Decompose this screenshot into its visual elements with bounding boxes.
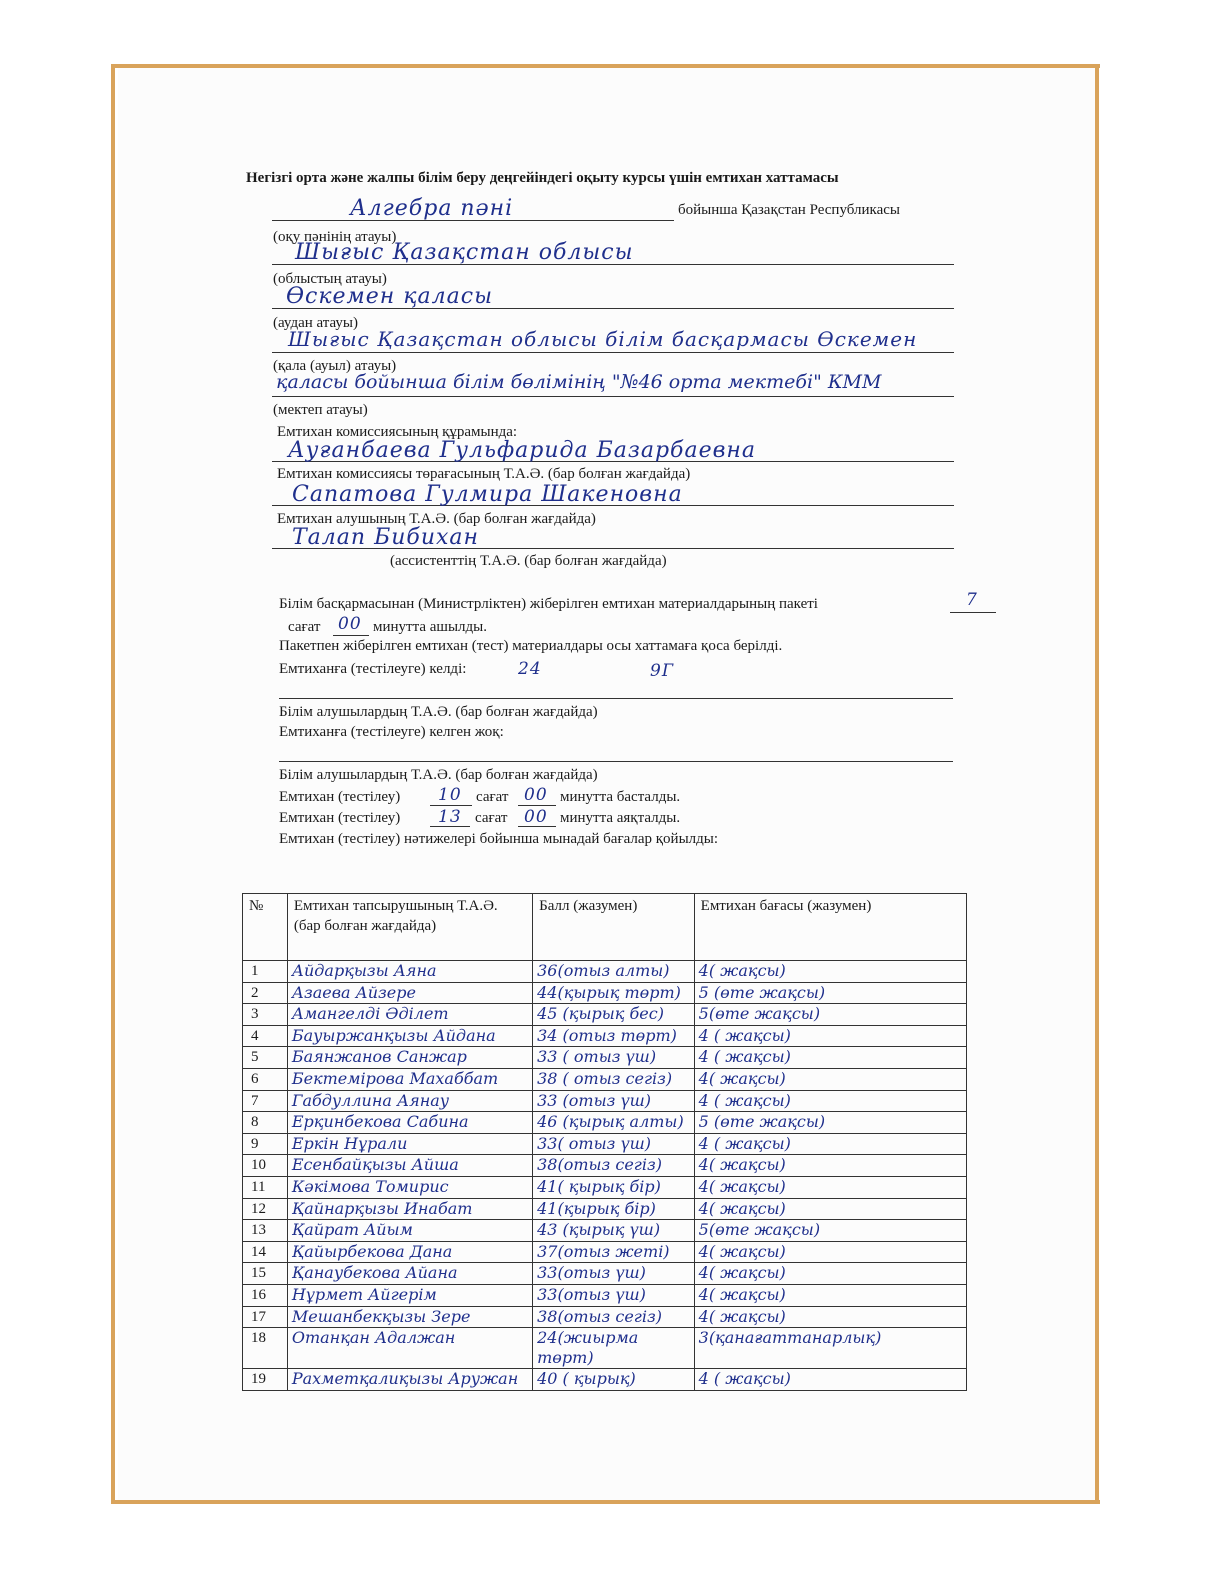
row-number: 12 — [243, 1198, 288, 1220]
examiner-caption: Емтихан алушының Т.А.Ә. (бар болған жағдайда) — [277, 511, 596, 527]
student-name: Қайрат Айым — [287, 1220, 532, 1242]
table-row — [243, 1306, 967, 1328]
header-name: Емтихан тапсырушының Т.А.Ә. (бар болған жағдайда) — [287, 894, 532, 961]
row-number: 15 — [243, 1263, 288, 1285]
package-minute-line — [333, 635, 369, 636]
student-grade: 4( жақсы) — [694, 1155, 966, 1177]
student-score: 37(отыз жеті) — [533, 1241, 695, 1263]
student-grade: 5 (өте жақсы) — [694, 982, 966, 1004]
row-number: 1 — [243, 961, 288, 983]
table-row — [243, 1328, 967, 1369]
arrived-count: 24 — [518, 659, 542, 679]
table-row — [243, 1068, 967, 1090]
student-name: Қайнарқызы Инабат — [287, 1198, 532, 1220]
district-caption: (аудан атауы) — [273, 315, 358, 331]
students-caption-2: Білім алушылардың Т.А.Ә. (бар болған жағдайда) — [279, 767, 598, 783]
table-row — [243, 961, 967, 983]
student-grade: 4( жақсы) — [694, 1176, 966, 1198]
school-caption: (мектеп атауы) — [273, 402, 368, 418]
student-name: Бауыржанқызы Айдана — [287, 1025, 532, 1047]
student-name: Есенбайқызы Айша — [287, 1155, 532, 1177]
arrived-class: 9Г — [650, 661, 675, 681]
commission-label: Емтихан комиссиясының құрамында: — [277, 424, 518, 440]
table-row — [243, 1025, 967, 1047]
start-minute-line — [518, 805, 556, 806]
student-score: 38(отыз сегіз) — [533, 1306, 695, 1328]
student-grade: 5(өте жақсы) — [694, 1220, 966, 1242]
end-hour: 13 — [438, 807, 462, 827]
start-hour: 10 — [438, 785, 462, 805]
student-score: 46 (қырық алты) — [533, 1112, 695, 1134]
results-table — [242, 893, 967, 1391]
package-hour-line — [950, 612, 996, 613]
table-row — [243, 1198, 967, 1220]
city-value: Шығыс Қазақстан облысы білім басқармасы Өскемен — [288, 327, 918, 351]
student-score: 24(жиырма төрт) — [533, 1328, 695, 1369]
row-number: 3 — [243, 1004, 288, 1026]
row-number: 19 — [243, 1369, 288, 1391]
start-minute: 00 — [524, 785, 548, 805]
student-score: 38 ( отыз сегіз) — [533, 1068, 695, 1090]
student-grade: 4( жақсы) — [694, 1263, 966, 1285]
student-grade: 4 ( жақсы) — [694, 1369, 966, 1391]
subject-suffix: бойынша Қазақстан Республикасы — [678, 202, 900, 218]
table-row — [243, 1047, 967, 1069]
table-row — [243, 1263, 967, 1285]
student-name: Рахметқалиқызы Аружан — [287, 1369, 532, 1391]
absent-label: Емтиханға (тестілеуге) келген жоқ: — [279, 724, 504, 740]
document-title: Негізгі орта және жалпы білім беру деңгейіндегі оқыту курсы үшін емтихан хаттамасы — [246, 170, 839, 186]
student-name: Баянжанов Санжар — [287, 1047, 532, 1069]
package-hour-label: сағат — [288, 619, 321, 635]
student-score: 41(қырық бір) — [533, 1198, 695, 1220]
student-name: Отанқан Адалжан — [287, 1328, 532, 1369]
end-hour-label: сағат — [475, 810, 508, 826]
student-score: 45 (қырық бес) — [533, 1004, 695, 1026]
student-score: 40 ( қырық) — [533, 1369, 695, 1391]
package-minute: 00 — [338, 614, 362, 634]
chair-value: Ауғанбаева Гульфарида Базарбаевна — [288, 438, 757, 463]
subject-caption: (оқу пәнінің атауы) — [273, 229, 397, 245]
row-number: 2 — [243, 982, 288, 1004]
student-grade: 4( жақсы) — [694, 1068, 966, 1090]
student-grade: 3(қанағаттанарлық) — [694, 1328, 966, 1369]
start-hour-line — [430, 805, 472, 806]
table-row — [243, 1176, 967, 1198]
student-name: Мешанбекқызы Зере — [287, 1306, 532, 1328]
student-score: 33(отыз үш) — [533, 1263, 695, 1285]
student-name: Амангелді Әділет — [287, 1004, 532, 1026]
arrived-line — [279, 698, 953, 699]
row-number: 4 — [243, 1025, 288, 1047]
student-grade: 5(өте жақсы) — [694, 1004, 966, 1026]
student-name: Қайырбекова Дана — [287, 1241, 532, 1263]
student-score: 33 (отыз үш) — [533, 1090, 695, 1112]
city-line — [272, 352, 954, 353]
student-grade: 4( жақсы) — [694, 961, 966, 983]
student-grade: 4( жақсы) — [694, 1241, 966, 1263]
student-score: 36(отыз алты) — [533, 961, 695, 983]
student-grade: 4( жақсы) — [694, 1198, 966, 1220]
row-number: 10 — [243, 1155, 288, 1177]
student-score: 33(отыз үш) — [533, 1284, 695, 1306]
package-minute-label: минутта ашылды. — [373, 619, 487, 635]
results-intro: Емтихан (тестілеу) нәтижелері бойынша мынадай бағалар қойылды: — [279, 831, 719, 847]
student-score: 44(қырық төрт) — [533, 982, 695, 1004]
school-value: қаласы бойынша білім бөлімінің "№46 орта мектебі" КММ — [276, 371, 882, 393]
student-grade: 4( жақсы) — [694, 1284, 966, 1306]
table-row — [243, 1004, 967, 1026]
absent-line — [279, 761, 953, 762]
chair-caption: Емтихан комиссиясы төрағасының Т.А.Ә. (бар болған жағдайда) — [277, 466, 691, 482]
district-value: Өскемен қаласы — [286, 284, 494, 309]
row-number: 9 — [243, 1133, 288, 1155]
row-number: 14 — [243, 1241, 288, 1263]
student-grade: 5 (өте жақсы) — [694, 1112, 966, 1134]
table-row — [243, 1284, 967, 1306]
students-caption-1: Білім алушылардың Т.А.Ә. (бар болған жағдайда) — [279, 704, 598, 720]
region-value: Шығыс Қазақстан облысы — [295, 240, 634, 265]
student-name: Габдуллина Аянау — [287, 1090, 532, 1112]
row-number: 8 — [243, 1112, 288, 1134]
student-grade: 4 ( жақсы) — [694, 1090, 966, 1112]
header-number: № — [243, 894, 288, 961]
end-suffix: минутта аяқталды. — [560, 810, 681, 826]
start-suffix: минутта басталды. — [560, 789, 681, 805]
table-row — [243, 1241, 967, 1263]
table-row — [243, 1133, 967, 1155]
attached-note: Пакетпен жіберілген емтихан (тест) материалдары осы хаттамаға қоса берілді. — [279, 638, 783, 654]
student-name: Бектемірова Махаббат — [287, 1068, 532, 1090]
table-row — [243, 1369, 967, 1391]
table-row — [243, 1090, 967, 1112]
scan-margin-left — [0, 0, 115, 1584]
table-row — [243, 1112, 967, 1134]
package-hour: 7 — [966, 590, 978, 610]
student-score: 43 (қырық үш) — [533, 1220, 695, 1242]
student-name: Еркін Нұрали — [287, 1133, 532, 1155]
student-name: Ерқинбекова Сабина — [287, 1112, 532, 1134]
region-caption: (облыстың атауы) — [273, 271, 387, 287]
row-number: 17 — [243, 1306, 288, 1328]
student-grade: 4 ( жақсы) — [694, 1133, 966, 1155]
table-header-row — [243, 894, 967, 961]
package-line1: Білім басқармасынан (Министрліктен) жіберілген емтихан материалдарының пакеті — [279, 596, 818, 612]
end-minute: 00 — [524, 807, 548, 827]
student-name: Айдарқызы Аяна — [287, 961, 532, 983]
table-row — [243, 982, 967, 1004]
student-score: 33( отыз үш) — [533, 1133, 695, 1155]
row-number: 16 — [243, 1284, 288, 1306]
student-name: Нұрмет Айгерім — [287, 1284, 532, 1306]
start-prefix: Емтихан (тестілеу) — [279, 789, 401, 805]
student-score: 38(отыз сегіз) — [533, 1155, 695, 1177]
table-row — [243, 1155, 967, 1177]
end-prefix: Емтихан (тестілеу) — [279, 810, 401, 826]
start-hour-label: сағат — [476, 789, 509, 805]
table-row — [243, 1220, 967, 1242]
assistant-value: Талап Бибихан — [292, 525, 480, 550]
subject-value: Алгебра пәні — [350, 196, 514, 221]
row-number: 7 — [243, 1090, 288, 1112]
row-number: 13 — [243, 1220, 288, 1242]
student-score: 34 (отыз төрт) — [533, 1025, 695, 1047]
row-number: 6 — [243, 1068, 288, 1090]
paper-edge-bottom — [112, 1500, 1100, 1504]
row-number: 11 — [243, 1176, 288, 1198]
student-name: Кәкімова Томирис — [287, 1176, 532, 1198]
student-grade: 4( жақсы) — [694, 1306, 966, 1328]
examiner-value: Сапатова Гулмира Шакеновна — [292, 482, 683, 507]
row-number: 5 — [243, 1047, 288, 1069]
city-caption: (қала (ауыл) атауы) — [273, 358, 397, 374]
header-score: Балл (жазумен) — [533, 894, 695, 961]
student-grade: 4 ( жақсы) — [694, 1047, 966, 1069]
school-line — [272, 396, 954, 397]
assistant-caption: (ассистенттің Т.А.Ә. (бар болған жағдайда) — [390, 553, 667, 569]
row-number: 18 — [243, 1328, 288, 1369]
student-score: 33 ( отыз үш) — [533, 1047, 695, 1069]
paper-edge-right — [1095, 64, 1099, 1504]
student-grade: 4 ( жақсы) — [694, 1025, 966, 1047]
student-name: Қанаубекова Айана — [287, 1263, 532, 1285]
student-score: 41( қырық бір) — [533, 1176, 695, 1198]
header-grade: Емтихан бағасы (жазумен) — [694, 894, 966, 961]
student-name: Азаева Айзере — [287, 982, 532, 1004]
arrived-label: Емтиханға (тестілеуге) келді: — [279, 661, 467, 677]
